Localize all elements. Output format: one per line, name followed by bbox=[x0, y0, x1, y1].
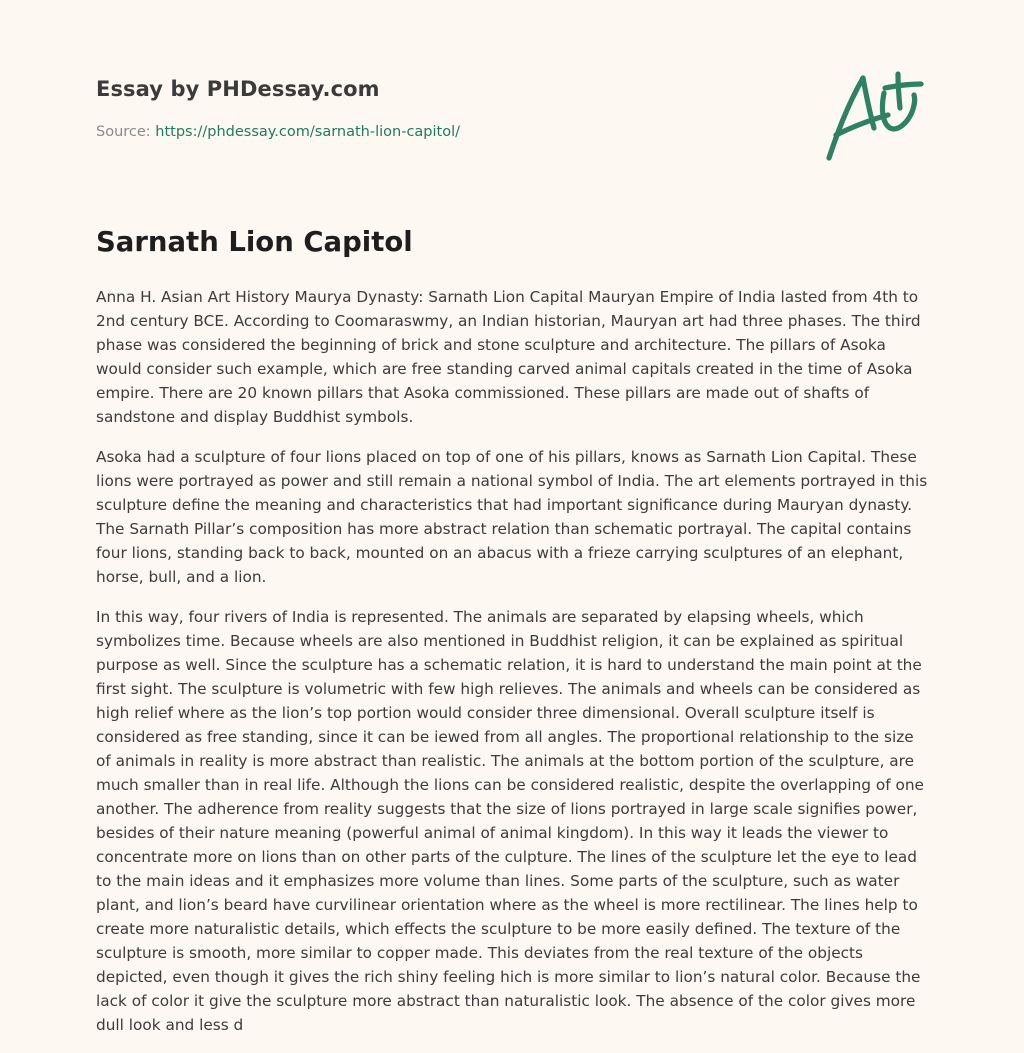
essay-body bbox=[96, 285, 932, 1053]
essay-title: Sarnath Lion Capitol bbox=[96, 226, 413, 258]
essay-paragraph-1: Anna H. Asian Art History Maurya Dynasty: Sarnath Lion Capital Mauryan Empire of India lasted from 4th to 2nd century BCE. According to Coomaraswmy, an Indian historian, Mauryan art had three phases. The third phase was considered the beginning of brick and stone sculpture and architecture. The pillars of Asoka would consider such example, which are free standing carved animal capitals created in the time of Asoka empire. There are 20 known pillars that Asoka commissioned. These pillars are made out of shafts of sandstone and display Buddhist symbols. bbox=[96, 288, 921, 426]
source-link[interactable]: https://phdessay.com/sarnath-lion-capitol/ bbox=[155, 124, 461, 140]
site-brand: Essay by PHDessay.com bbox=[96, 77, 380, 101]
essay-paragraph-2: Asoka had a sculpture of four lions placed on top of one of his pillars, knows as Sarnath Lion Capital. These lions were portrayed as power and still remain a national symbol of India. The art elements portrayed in this sculpture define the meaning and characteristics that had important significance during Mauryan dynasty. The Sarnath Pillar’s composition has more abstract relation than schematic portrayal. The capital contains four lions, standing back to back, mounted on an abacus with a frieze carrying sculptures of an elephant, horse, bull, and a lion. bbox=[96, 448, 928, 586]
essay-paragraph-3: In this way, four rivers of India is represented. The animals are separated by elapsing wheels, which symbolizes time. Because wheels are also mentioned in Buddhist religion, it can be explained as spiritual purpose as well. Since the sculpture has a schematic relation, it is hard to understand the main point at the first sight. The sculpture is volumetric with few high relieves. The animals and wheels can be considered as high relief where as the lion’s top portion would consider three dimensional. Overall sculpture itself is considered as free standing, since it can be iewed from all angles. The proportional relationship to the size of animals in reality is more abstract than realistic. The animals at the bottom portion of the sculpture, are much smaller than in real life. Although the lions can be considered realistic, despite the overlapping of one another. The adherence from reality suggests that the size of lions portrayed in large scale signifies power, besides of their nature meaning (powerful animal of animal kingdom). In this way it leads the viewer to concentrate more on lions than on other parts of the culpture. The lines of the sculpture let the eye to lead to the main ideas and it emphasizes more volume than lines. Some parts of the sculpture, such as water plant, and lion’s beard have curvilinear orientation where as the wheel is more rectilinear. The lines help to create more naturalistic details, which effects the sculpture to be more easily defined. The texture of the sculpture is smooth, more similar to copper made. This deviates from the real texture of the objects depicted, even though it gives the rich shiny feeling hich is more similar to lion’s natural color. Because the lack of color it give the sculpture more abstract than naturalistic look. The absence of the color gives more dull look and less d bbox=[96, 608, 924, 1034]
source-line bbox=[96, 124, 460, 140]
source-label: Source: bbox=[96, 124, 156, 140]
a-plus-logo-icon bbox=[822, 68, 926, 164]
a-plus-logo-svg bbox=[822, 68, 926, 164]
